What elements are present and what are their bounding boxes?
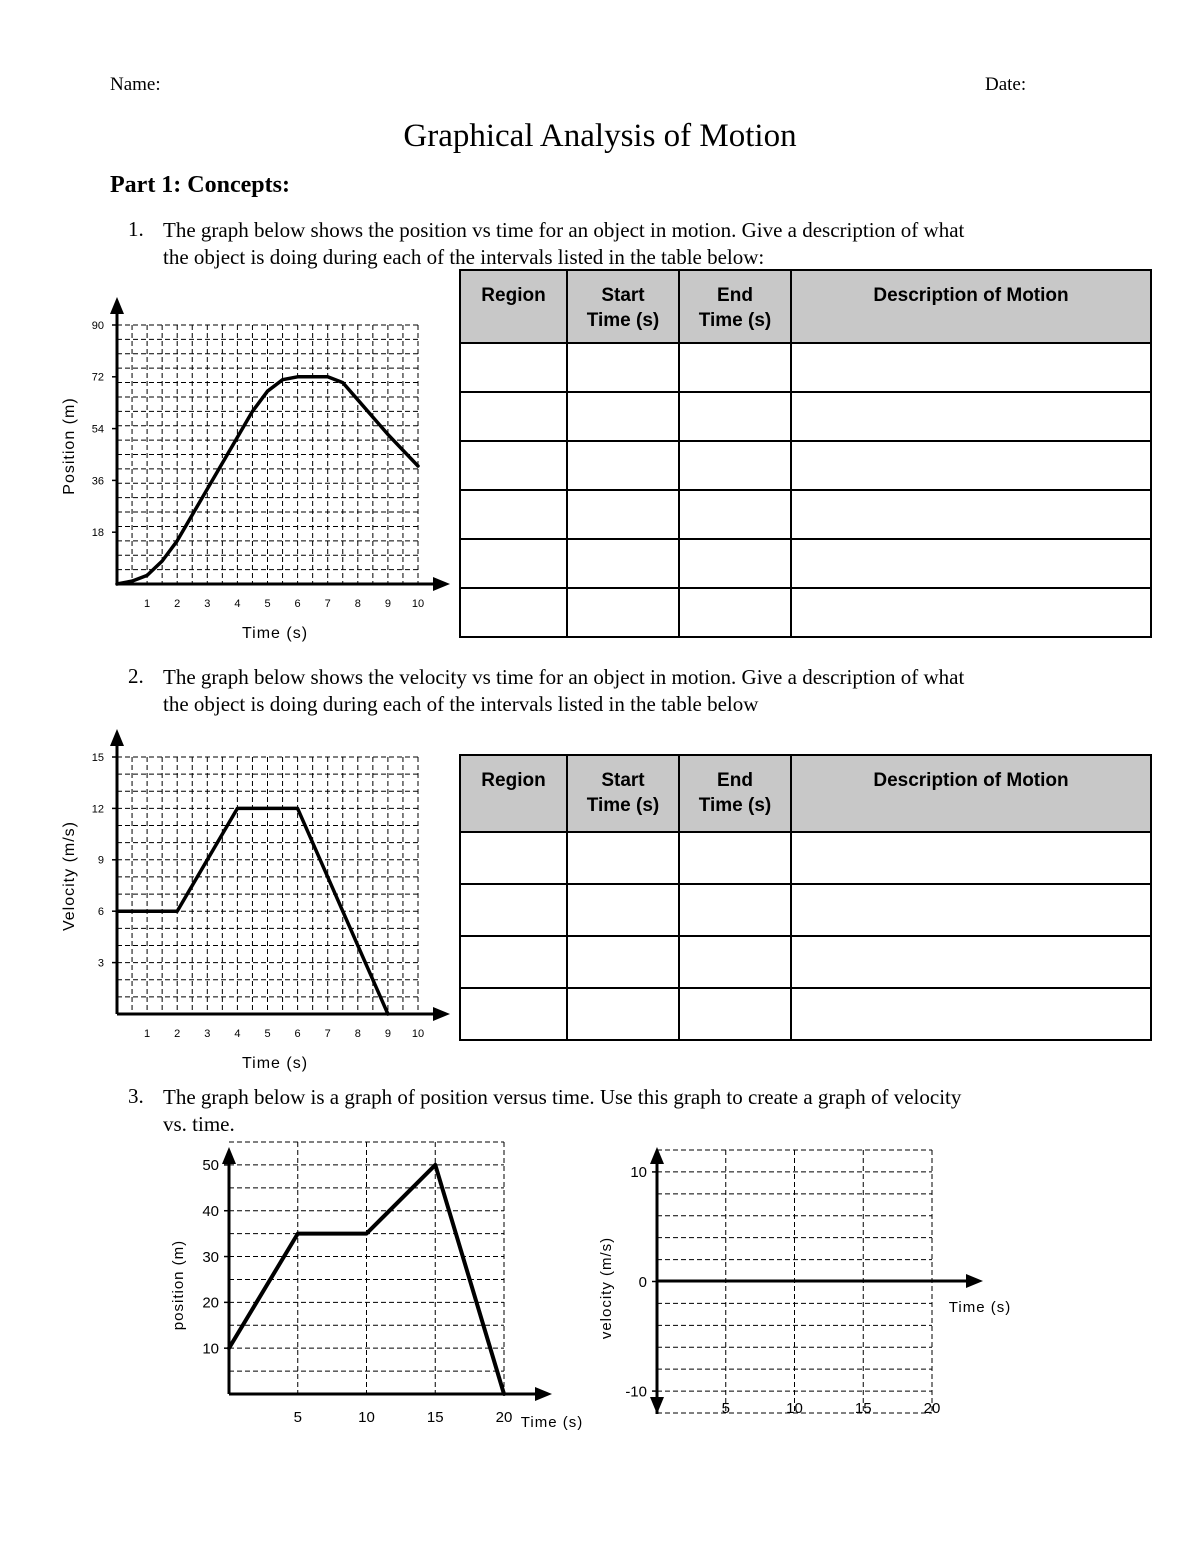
chart2-x-axis-label: Time (s)	[241, 1055, 309, 1072]
chart3-x-tick-label: 20	[495, 1409, 513, 1426]
part-heading: Part 1: Concepts:	[110, 172, 290, 198]
chart2-x-tick-label: 4	[234, 1028, 241, 1040]
question-3-line-1: The graph below is a graph of position versus time. Use this graph to create a graph of velocity	[163, 1085, 962, 1109]
chart1-x-tick-label: 2	[174, 598, 181, 610]
end-header-line-2: Time (s)	[698, 310, 772, 331]
description-header: Description of Motion	[791, 270, 1151, 343]
chart3-x-arrow	[535, 1387, 552, 1401]
chart4-y-down-arrow	[650, 1397, 664, 1414]
end-header-line-2: Time (s)	[698, 795, 772, 816]
chart1-x-axis-label: Time (s)	[241, 625, 309, 642]
end-header-line-1: End	[717, 285, 753, 306]
chart1-y-arrow	[110, 297, 124, 314]
chart4-x-axis-label: Time (s)	[948, 1299, 1012, 1316]
chart4-x-tick-label: 15	[854, 1400, 872, 1417]
chart1-x-tick-label: 3	[204, 598, 211, 610]
chart3-x-tick-label: 5	[293, 1409, 302, 1426]
chart2-y-tick-label: 6	[97, 906, 104, 919]
question-3-number: 3.	[128, 1084, 144, 1108]
chart3-y-axis-label: position (m)	[170, 1239, 187, 1331]
chart2-y-axis-label: Velocity (m/s)	[61, 820, 78, 932]
chart2-x-tick-label: 9	[384, 1028, 391, 1040]
chart4-y-tick-label: -10	[625, 1383, 647, 1401]
chart1-y-tick-label: 18	[91, 527, 104, 540]
chart1-x-arrow	[433, 577, 450, 591]
chart1-x-tick-label: 7	[324, 598, 331, 610]
chart2-x-tick-label: 2	[174, 1028, 181, 1040]
chart4-x-tick-label: 20	[923, 1400, 941, 1417]
chart1-x-tick-label: 10	[411, 598, 425, 610]
date-label: Date:	[985, 74, 1027, 95]
name-label: Name:	[110, 74, 161, 95]
chart3-x-tick-label: 15	[426, 1409, 444, 1426]
question-2-number: 2.	[128, 664, 144, 688]
chart2-y-tick-label: 9	[97, 854, 104, 867]
chart2-y-arrow	[110, 729, 124, 746]
chart1-y-axis-label: Position (m)	[61, 397, 78, 495]
chart4-x-tick-label: 10	[786, 1400, 803, 1417]
chart2-x-tick-label: 6	[294, 1028, 301, 1040]
chart4-y-tick-label: 0	[638, 1273, 647, 1291]
question-1-line-2: the object is doing during each of the intervals listed in the table below:	[163, 245, 765, 269]
chart2-x-tick-label: 7	[324, 1028, 331, 1040]
chart1-x-tick-label: 6	[294, 598, 301, 610]
chart3-y-arrow	[222, 1147, 236, 1164]
start-header-line-2: Time (s)	[586, 310, 660, 331]
chart2-y-tick-label: 3	[97, 957, 104, 970]
chart3-y-tick-label: 30	[202, 1248, 219, 1266]
chart1-y-tick-label: 90	[91, 319, 104, 332]
chart1-x-tick-label: 4	[234, 598, 241, 610]
question-3-line-2: vs. time.	[163, 1112, 235, 1136]
chart4-x-tick-label: 5	[721, 1400, 730, 1417]
chart1-y-tick-label: 36	[91, 475, 104, 488]
chart4-y-axis-label: velocity (m/s)	[598, 1236, 615, 1340]
region-header: Region	[460, 270, 567, 343]
chart4-x-arrow	[966, 1274, 983, 1288]
chart1-x-tick-label: 5	[264, 598, 271, 610]
chart2-x-tick-label: 1	[144, 1028, 151, 1040]
question-2-line-1: The graph below shows the velocity vs time for an object in motion. Give a description of what	[163, 665, 965, 689]
start-header-line-1: Start	[601, 285, 645, 306]
question-1-number: 1.	[128, 217, 144, 241]
start-header-line-1: Start	[601, 770, 645, 791]
chart2-x-arrow	[433, 1007, 450, 1021]
chart1-x-tick-label: 1	[144, 598, 151, 610]
chart2-y-tick-label: 12	[91, 803, 104, 816]
end-header-line-1: End	[717, 770, 753, 791]
chart1-y-tick-label: 72	[91, 371, 104, 384]
chart2-x-tick-label: 10	[411, 1028, 425, 1040]
chart1-y-tick-label: 54	[91, 423, 104, 436]
description-header: Description of Motion	[791, 755, 1151, 832]
region-header: Region	[460, 755, 567, 832]
chart4-y-tick-label: 10	[630, 1164, 647, 1182]
page-title: Graphical Analysis of Motion	[403, 118, 797, 154]
chart2-x-tick-label: 8	[354, 1028, 361, 1040]
chart3-y-tick-label: 50	[202, 1157, 219, 1175]
question-1-line-1: The graph below shows the position vs time for an object in motion. Give a description of what	[163, 218, 965, 242]
chart3-x-axis-label: Time (s)	[520, 1414, 584, 1431]
chart1-x-tick-label: 8	[354, 598, 361, 610]
chart3-y-tick-label: 40	[202, 1202, 219, 1220]
chart2-y-tick-label: 15	[91, 751, 104, 764]
chart1-x-tick-label: 9	[384, 598, 391, 610]
chart3-y-tick-label: 10	[202, 1340, 219, 1358]
question-2-line-2: the object is doing during each of the intervals listed in the table below	[163, 692, 759, 716]
chart3-y-tick-label: 20	[202, 1294, 219, 1312]
chart3-x-tick-label: 10	[358, 1409, 375, 1426]
chart2-x-tick-label: 5	[264, 1028, 271, 1040]
chart2-x-tick-label: 3	[204, 1028, 211, 1040]
start-header-line-2: Time (s)	[586, 795, 660, 816]
